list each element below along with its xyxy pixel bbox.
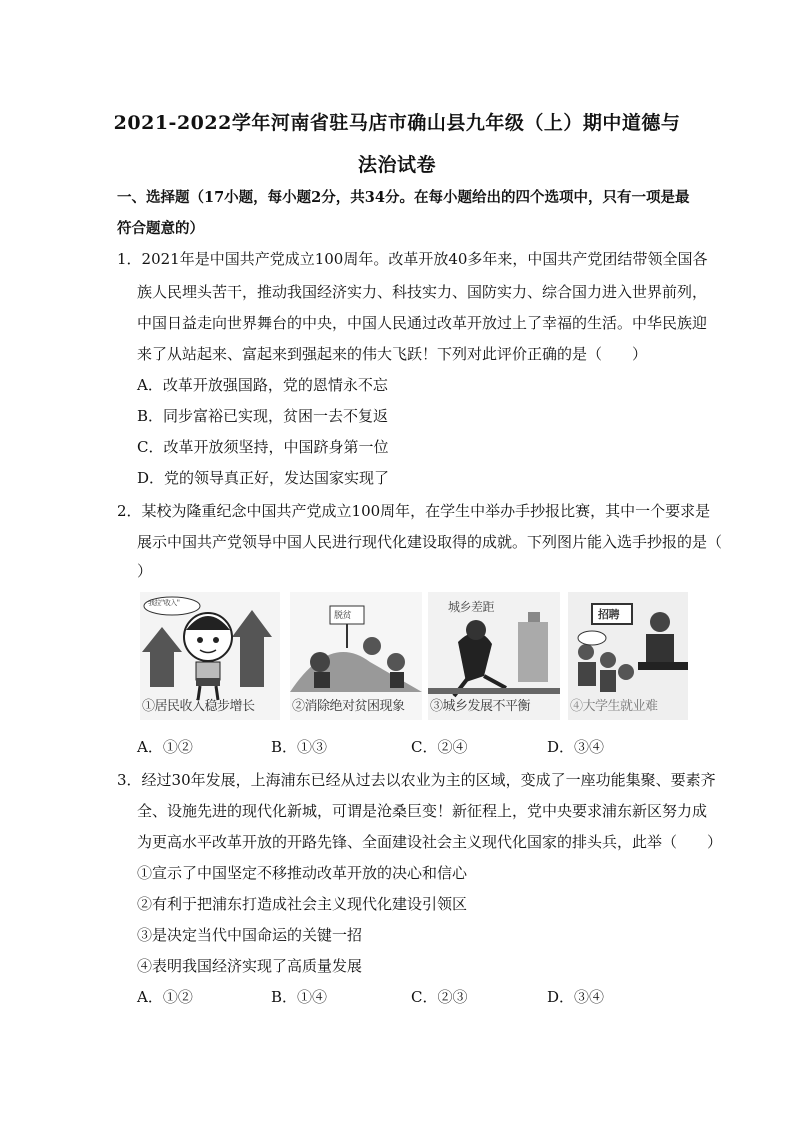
- q2-option-a: A．①②: [137, 738, 193, 756]
- q3-option-d: D．③④: [547, 988, 605, 1006]
- q1-stem-line3: 中国日益走向世界舞台的中央，中国人民通过改革开放过上了幸福的生活。中华民族迎: [137, 314, 708, 332]
- q1-option-b: B．同步富裕已实现，贫困一去不复返: [137, 407, 389, 425]
- section-heading-line1: 一、选择题（17小题，每小题2分，共34分。在每小题给出的四个选项中，只有一项是最: [117, 189, 690, 206]
- cartoon-graduate-employment: [568, 592, 688, 720]
- exam-title-line1: 2021-2022学年河南省驻马店市确山县九年级（上）期中道德与: [113, 112, 681, 134]
- q3-option-c: C．②③: [411, 988, 468, 1006]
- q3-option-b: B．①④: [271, 988, 328, 1006]
- exam-title-line2: 法治试卷: [357, 154, 436, 176]
- cartoon-income-growth: [140, 592, 280, 720]
- q1-option-a: A．改革开放强国路，党的恩情永不忘: [137, 376, 388, 394]
- cartoon-3-caption: ③城乡发展不平衡: [430, 699, 531, 714]
- q1-stem-line4: 来了从站起来、富起来到强起来的伟大飞跃！下列对此评价正确的是（ ）: [137, 345, 648, 363]
- q3-stem-line3: 为更高水平改革开放的开路先锋、全面建设社会主义现代化国家的排头兵，此举（ ）: [137, 833, 723, 851]
- cartoon-4-caption: ④大学生就业难: [570, 699, 658, 714]
- q3-statement-3: ③是决定当代中国命运的关键一招: [137, 926, 363, 944]
- q3-statement-1: ①宣示了中国坚定不移推动改革开放的决心和信心: [137, 864, 468, 882]
- section-heading-line2: 符合题意的）: [117, 220, 204, 237]
- q2-option-c: C．②④: [411, 738, 468, 756]
- q3-option-a: A．①②: [137, 988, 193, 1006]
- q3-statement-2: ②有利于把浦东打造成社会主义现代化建设引领区: [137, 895, 468, 913]
- cartoon-1-speech-bubble: 我拉"收入": [148, 599, 180, 607]
- q3-stem-line1: 3．经过30年发展，上海浦东已经从过去以农业为主的区域，变成了一座功能集聚、要素齐: [117, 771, 716, 789]
- cartoon-2-sign-text: 脱贫: [334, 611, 352, 621]
- q3-statement-4: ④表明我国经济实现了高质量发展: [137, 957, 363, 975]
- cartoon-4-sign-text: 招聘: [598, 608, 619, 621]
- q2-stem-line2: 展示中国共产党领导中国人民进行现代化建设取得的成就。下列图片能入选手抄报的是（: [137, 533, 723, 551]
- cartoon-poverty-elimination: [290, 592, 422, 720]
- cartoon-3-sign-text: 城乡差距: [448, 600, 495, 614]
- cartoon-2-caption: ②消除绝对贫困现象: [292, 699, 405, 714]
- q1-stem-line1: 1．2021年是中国共产党成立100周年。改革开放40多年来，中国共产党团结带领全国各: [117, 250, 708, 268]
- cartoon-1-caption: ①居民收入稳步增长: [142, 699, 255, 714]
- q1-option-c: C．改革开放须坚持，中国跻身第一位: [137, 438, 389, 456]
- q2-stem-line1: 2．某校为隆重纪念中国共产党成立100周年，在学生中举办手抄报比赛，其中一个要求是: [117, 502, 711, 520]
- cartoon-urban-rural-gap: [428, 592, 560, 720]
- q2-stem-line3: ）: [137, 562, 153, 580]
- q1-stem-line2: 族人民埋头苦干，推动我国经济实力、科技实力、国防实力、综合国力进入世界前列，: [137, 283, 708, 301]
- q1-option-d: D．党的领导真正好，发达国家实现了: [137, 469, 390, 487]
- q2-cartoon-strip: [140, 592, 688, 720]
- q3-stem-line2: 全、设施先进的现代化新城，可谓是沧桑巨变！新征程上，党中央要求浦东新区努力成: [137, 802, 708, 820]
- q2-option-d: D．③④: [547, 738, 605, 756]
- q2-option-b: B．①③: [271, 738, 328, 756]
